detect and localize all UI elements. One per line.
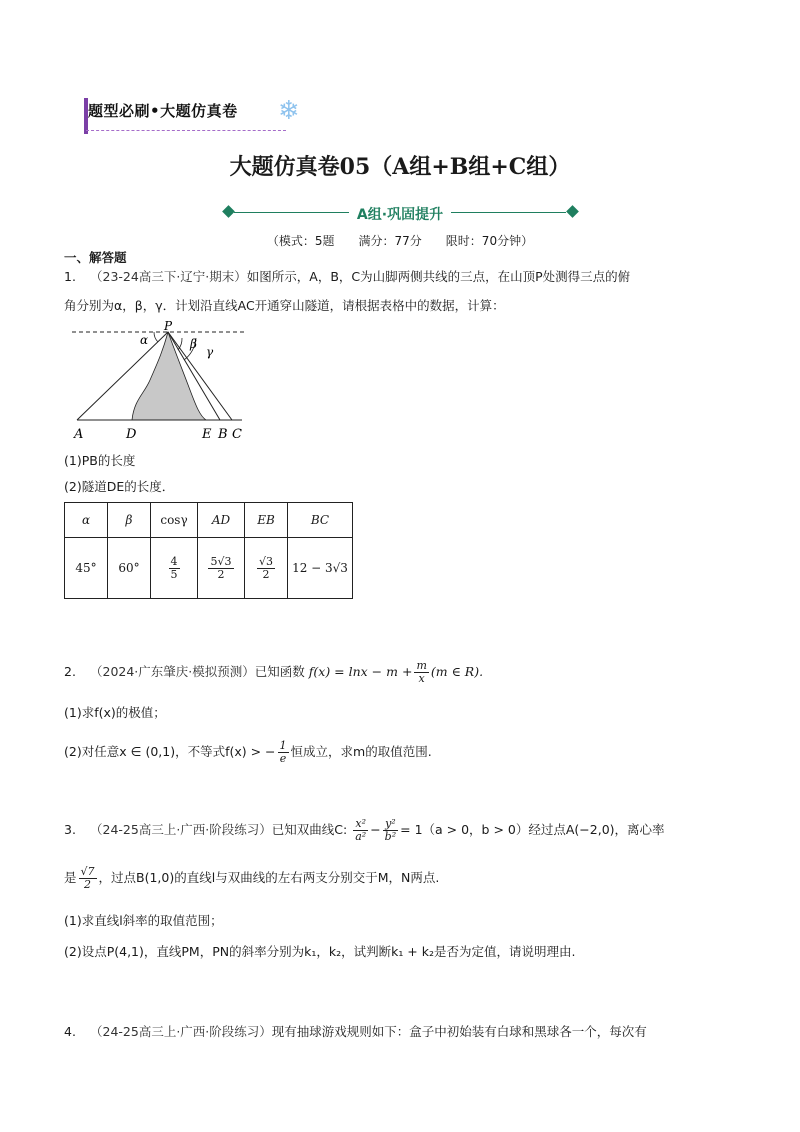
q3-line2 <box>64 866 439 891</box>
q1-data-table <box>64 502 353 599</box>
q1-source: （23-24高三下·辽宁·期末） <box>90 269 247 284</box>
banner-underline <box>86 130 286 131</box>
q2-function: f(x) = lnx − m + <box>308 664 413 679</box>
q2-part2 <box>64 740 432 765</box>
q3-ecc-fraction: $\frac{√7}{2}$ <box>80 865 95 891</box>
q3-eq-rest: = 1（a > 0，b > 0）经过点A(−2,0)，离心率 <box>400 822 665 837</box>
q3-part1: (1)求直线l斜率的取值范围； <box>64 913 223 928</box>
banner-title: 题型必刷•大题仿真卷 <box>88 102 238 120</box>
q3-part2: (2)设点P(4,1)，直线PM，PN的斜率分别为k₁，k₂，试判断k₁ + k₂是否为定值，请说明理由. <box>64 944 576 959</box>
q3-y-fraction: $\frac{\text{y²}}{\text{b²}}$ <box>384 817 397 843</box>
label-P: P <box>164 320 173 333</box>
label-D: D <box>126 427 137 442</box>
q1-mountain-figure <box>72 320 252 444</box>
label-beta: β <box>190 337 197 351</box>
table-cell-cos: $\frac{4}{5}$ <box>151 538 198 599</box>
q2-lead: 已知函数 <box>254 664 305 679</box>
table-cell-ad: $\frac{5√3}{2}$ <box>198 538 245 599</box>
section-heading: 一、解答题 <box>64 250 127 265</box>
exam-info: （模式：5题 满分：77分 限时：70分钟） <box>266 234 534 248</box>
label-C: C <box>232 427 242 442</box>
q2-line1 <box>64 660 483 685</box>
label-B: B <box>218 427 228 442</box>
q3-line2-pre: 是 <box>64 870 77 885</box>
table-header-cell: cosγ <box>151 503 198 538</box>
angle-alpha-arc <box>154 332 158 342</box>
q4-number: 4. <box>64 1024 76 1039</box>
q3-lead: 已知双曲线C: <box>271 822 348 837</box>
snowflake-icon: ❄ <box>278 96 300 126</box>
q2-domain: (m ∈ R). <box>430 664 484 679</box>
q1-text1: 如图所示，A，B，C为山脚两侧共线的三点，在山顶P处测得三点的俯 <box>246 269 631 284</box>
label-gamma: γ <box>206 345 214 359</box>
group-label: A组·巩固提升 <box>0 204 800 224</box>
table-value-row <box>65 538 353 599</box>
q2-part2-text: (2)对任意x ∈ (0,1)，不等式f(x) > − <box>64 744 276 759</box>
table-header-cell: BC <box>288 503 353 538</box>
label-E: E <box>202 427 212 442</box>
q4-line1 <box>64 1022 647 1040</box>
label-A: A <box>74 427 84 442</box>
q1-line1 <box>64 267 630 285</box>
q3-x-fraction: $\frac{\text{x²}}{\text{a²}}$ <box>355 817 367 843</box>
table-header-cell: EB <box>245 503 288 538</box>
table-header-cell: α <box>65 503 108 538</box>
q2-source: （2024·广东肇庆·模拟预测） <box>90 664 255 679</box>
q4-source: （24-25高三上·广西·阶段练习） <box>90 1024 272 1039</box>
q1-part1: (1)PB的长度 <box>64 453 136 468</box>
table-header-row <box>65 503 353 538</box>
table-cell-bc: 12 − 3√3 <box>288 538 353 599</box>
q1-part2: (2)隧道DE的长度． <box>64 479 175 494</box>
label-alpha: α <box>140 333 149 347</box>
q3-source: （24-25高三上·广西·阶段练习） <box>90 822 272 837</box>
table-cell-alpha: 45° <box>65 538 108 599</box>
q1-line2: 角分别为α，β，γ．计划沿直线AC开通穿山隧道，请根据表格中的数据，计算： <box>64 298 505 313</box>
table-header-cell: β <box>108 503 151 538</box>
q3-line1: 3. （24-25高三上·广西·阶段练习）已知双曲线C: $\frac{\text{x²}}{\text{a²}}$ − $\frac{\text{y²}}{\text{b²}}$ = 1（a > 0，b > 0）经过点A(−2,0)，离心率 <box>64 817 665 843</box>
q2-fraction: $\frac{m}{x}$ <box>416 659 427 685</box>
q2-number: 2. <box>64 664 76 679</box>
q1-number: 1. <box>64 269 76 284</box>
q4-text: 现有抽球游戏规则如下：盒子中初始装有白球和黑球各一个，每次有 <box>271 1024 647 1039</box>
q2-part1: (1)求f(x)的极值； <box>64 705 166 720</box>
page-title: 大题仿真卷05（A组+B组+C组） <box>229 154 571 180</box>
q2-part2-fraction: $\frac{1}{e}$ <box>279 739 287 765</box>
q3-number: 3. <box>64 822 76 837</box>
table-cell-beta: 60° <box>108 538 151 599</box>
table-cell-eb: $\frac{√3}{2}$ <box>245 538 288 599</box>
table-header-cell: AD <box>198 503 245 538</box>
q2-part2-tail: 恒成立，求m的取值范围. <box>290 744 432 759</box>
q3-line2-text: ，过点B(1,0)的直线l与双曲线的左右两支分别交于M，N两点. <box>98 870 440 885</box>
